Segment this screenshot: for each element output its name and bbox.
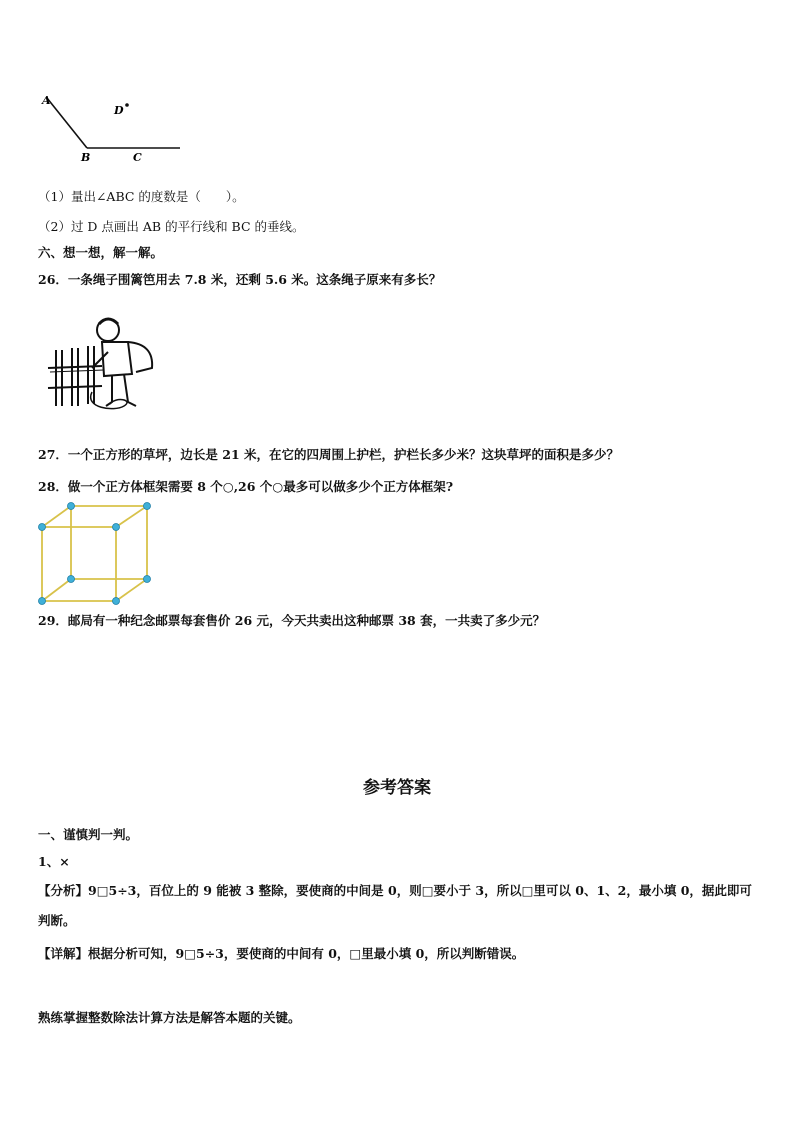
q25-part2: （2）过 D 点画出 AB 的平行线和 BC 的垂线。	[38, 219, 305, 234]
q28-text: 28．做一个正方体框架需要 8 个○,26 个○最多可以做多少个正方体框架?	[38, 479, 454, 494]
q26-text: 26．一条绳子围篱笆用去 7.8 米，还剩 5.6 米。这条绳子原来有多长？	[38, 272, 442, 287]
answers-title: 参考答案	[363, 778, 431, 798]
answer-analysis: 【分析】9□5÷3，百位上的 9 能被 3 整除，要使商的中间是 0，则□要小于 3，所以□里可以 0、1、2，最小填 0，据此即可判断。	[38, 883, 752, 928]
q29-text: 29．邮局有一种纪念邮票每套售价 26 元，今天共卖出这种邮票 38 套，一共卖了多少元？	[38, 613, 546, 628]
label-b: B	[81, 151, 91, 164]
answer-detail: 【详解】根据分析可知，9□5÷3，要使商的中间有 0，□里最小填 0，所以判断错误。	[38, 946, 525, 961]
vertex-ball	[39, 524, 46, 531]
q25-part1: （1）量出∠ABC 的度数是（ ）。	[38, 189, 245, 204]
vertex-ball	[68, 576, 75, 583]
label-c: C	[133, 151, 142, 164]
point-d	[125, 103, 129, 107]
section6-heading: 六、想一想，解一解。	[38, 245, 164, 260]
q27-text: 27．一个正方形的草坪，边长是 21 米，在它的四周围上护栏，护栏长多少米？这块草坪的面积是多少？	[38, 447, 619, 462]
answers-section1: 一、谨慎判一判。	[38, 827, 139, 842]
vertex-ball	[113, 598, 120, 605]
angle-figure	[38, 90, 188, 165]
vertex-ball	[144, 576, 151, 583]
cube-frame-figure	[34, 500, 158, 610]
label-d: D	[114, 104, 124, 117]
vertex-ball	[144, 503, 151, 510]
ray-ba	[47, 98, 87, 148]
vertex-ball	[113, 524, 120, 531]
answer-summary: 熟练掌握整数除法计算方法是解答本题的关键。	[38, 1010, 301, 1025]
label-a: A	[42, 94, 51, 107]
boy-fence-illustration	[44, 312, 164, 412]
answer-item1: 1、×	[38, 854, 70, 869]
vertex-ball	[68, 503, 75, 510]
vertex-ball	[39, 598, 46, 605]
